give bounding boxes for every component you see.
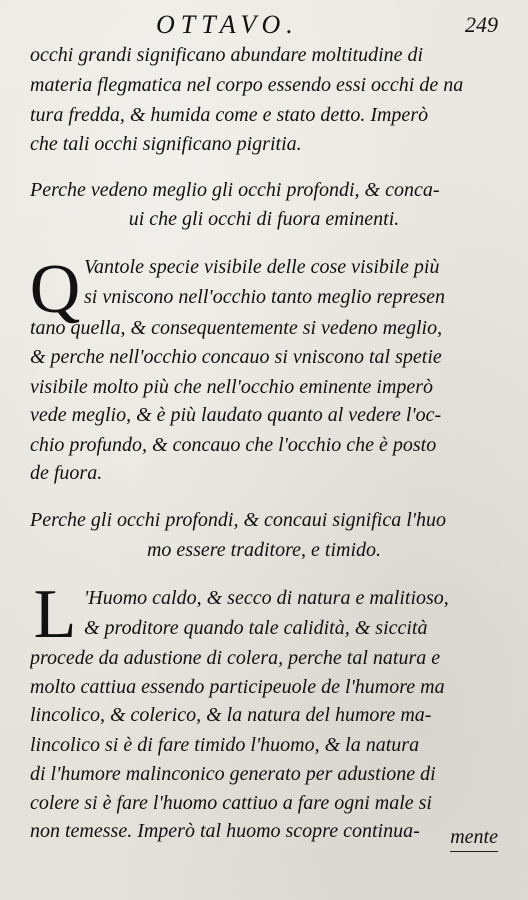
section-heading-line: Perche gli occhi profondi, & concaui significa l'huo xyxy=(30,509,447,531)
section-heading-line: ui che gli occhi di fuora eminenti. xyxy=(128,208,400,230)
text-line: visibile molto più che nell'occhio eminente imperò xyxy=(30,376,434,398)
drop-cap: Q xyxy=(29,251,81,328)
page-number: 249 xyxy=(465,12,498,37)
text-line: de fuora. xyxy=(30,462,103,484)
section-heading-line: Perche vedeno meglio gli occhi profondi, & conca- xyxy=(30,179,440,201)
catchword: mente xyxy=(450,825,498,852)
section-heading-line: mo essere traditore, e timido. xyxy=(146,539,382,561)
drop-cap: L xyxy=(33,576,77,653)
text-line: chio profundo, & concauo che l'occhio che è posto xyxy=(30,434,437,456)
text-line: occhi grandi significano abundare moltitudine di xyxy=(30,44,424,66)
text-line: procede da adustione di colera, perche tal natura e xyxy=(30,647,441,669)
text-line: tura fredda, & humida come e stato detto. Imperò xyxy=(30,104,429,126)
text-line: lincolico si è di fare timido l'huomo, & la natura xyxy=(30,734,420,756)
text-line: & perche nell'occhio concauo si vniscono tal spetie xyxy=(30,346,442,368)
text-line: tano quella, & consequentemente si vedeno meglio, xyxy=(30,317,443,339)
text-line: & proditore quando tale calidità, & siccità xyxy=(84,617,428,639)
text-line: lincolico, & colerico, & la natura del humore ma- xyxy=(30,704,432,726)
text-line: si vniscono nell'occhio tanto meglio represen xyxy=(84,286,446,308)
text-line: vede meglio, & è più laudato quanto al vedere l'oc- xyxy=(30,404,442,426)
text-line: materia flegmatica nel corpo essendo essi occhi de na xyxy=(30,74,464,96)
text-line: di l'humore malinconico generato per adustione di xyxy=(30,763,436,785)
text-line: che tali occhi significano pigritia. xyxy=(30,133,302,155)
text-line: 'Huomo caldo, & secco di natura e malitioso, xyxy=(84,587,449,609)
text-line: non temesse. Imperò tal huomo scopre continua- xyxy=(30,820,420,842)
text-line: molto cattiua essendo participeuole de l'humore ma xyxy=(30,676,445,698)
running-head: OTTAVO. xyxy=(156,10,299,39)
text-line: Vantole specie visibile delle cose visibile più xyxy=(84,256,440,278)
text-line: colere si è fare l'huomo cattiuo a fare ogni male si xyxy=(30,792,432,814)
page-header xyxy=(0,10,528,44)
